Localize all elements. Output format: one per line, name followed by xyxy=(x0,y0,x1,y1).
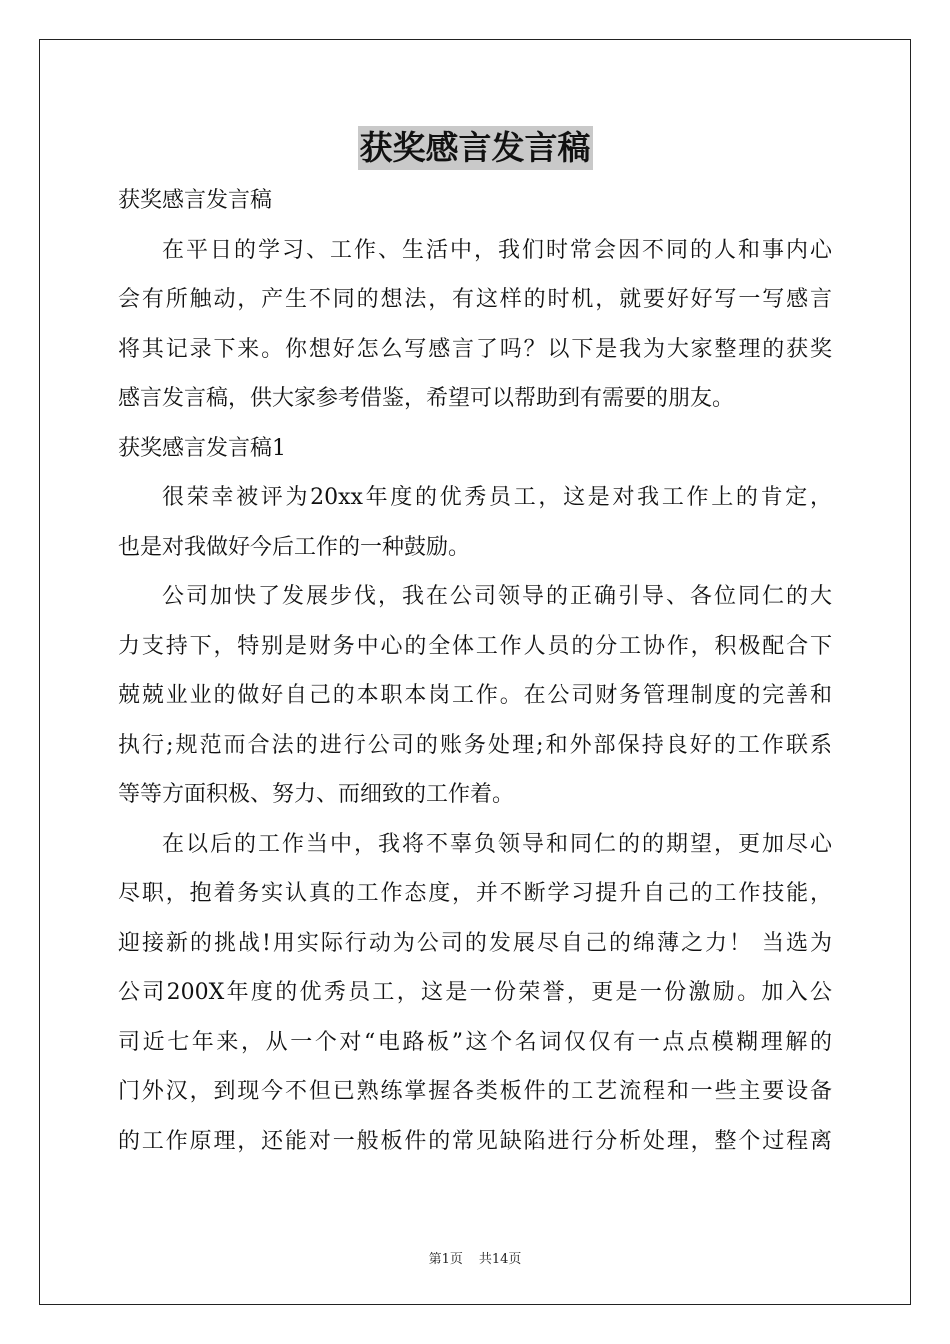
paragraph-line: 执行;规范而合法的进行公司的账务处理;和外部保持良好的工作联系 xyxy=(118,732,832,758)
paragraph-line: 公司200X年度的优秀员工，这是一份荣誉，更是一份激励。加入公 xyxy=(118,980,832,1005)
page-number: 第1页 xyxy=(428,1252,463,1267)
page-footer xyxy=(0,1248,950,1267)
subtitle-line: 获奖感言发言稿 xyxy=(118,188,273,213)
document-title: 获奖感言发言稿 xyxy=(358,126,593,170)
document-body xyxy=(118,176,832,1166)
paragraph-line: 也是对我做好今后工作的一种鼓励。 xyxy=(118,534,471,560)
paragraph-line: 迎接新的挑战!用实际行动为公司的发展尽自己的绵薄之力！ 当选为 xyxy=(118,930,832,956)
page-total: 共14页 xyxy=(478,1252,522,1267)
paragraph-line: 力支持下，特别是财务中心的全体工作人员的分工协作，积极配合下 xyxy=(118,633,832,659)
paragraph-line: 很荣幸被评为20xx年度的优秀员工，这是对我工作上的肯定， xyxy=(162,485,832,510)
paragraph-line: 将其记录下来。你想好怎么写感言了吗？以下是我为大家整理的获奖 xyxy=(118,336,832,362)
title-container xyxy=(0,126,950,170)
paragraph-line: 在平日的学习、工作、生活中，我们时常会因不同的人和事内心 xyxy=(162,237,832,263)
paragraph-line: 感言发言稿，供大家参考借鉴，希望可以帮助到有需要的朋友。 xyxy=(118,386,735,411)
section-heading: 获奖感言发言稿1 xyxy=(118,435,286,461)
paragraph-line: 司近七年来，从一个对“电路板”这个名词仅仅有一点点模糊理解的 xyxy=(118,1029,832,1055)
paragraph-line: 公司加快了发展步伐，我在公司领导的正确引导、各位同仁的大 xyxy=(162,584,832,609)
paragraph-line: 的工作原理，还能对一般板件的常见缺陷进行分析处理，整个过程离 xyxy=(118,1128,832,1154)
paragraph-line: 在以后的工作当中，我将不辜负领导和同仁的的期望，更加尽心 xyxy=(162,831,832,857)
paragraph-line: 尽职，抱着务实认真的工作态度，并不断学习提升自己的工作技能， xyxy=(118,881,832,906)
paragraph-line: 兢兢业业的做好自己的本职本岗工作。在公司财务管理制度的完善和 xyxy=(118,683,832,708)
paragraph-line: 门外汉，到现今不但已熟练掌握各类板件的工艺流程和一些主要设备 xyxy=(118,1079,832,1104)
paragraph-line: 等等方面积极、努力、而细致的工作着。 xyxy=(118,782,515,807)
paragraph-line: 会有所触动，产生不同的想法，有这样的时机，就要好好写一写感言 xyxy=(118,287,832,312)
